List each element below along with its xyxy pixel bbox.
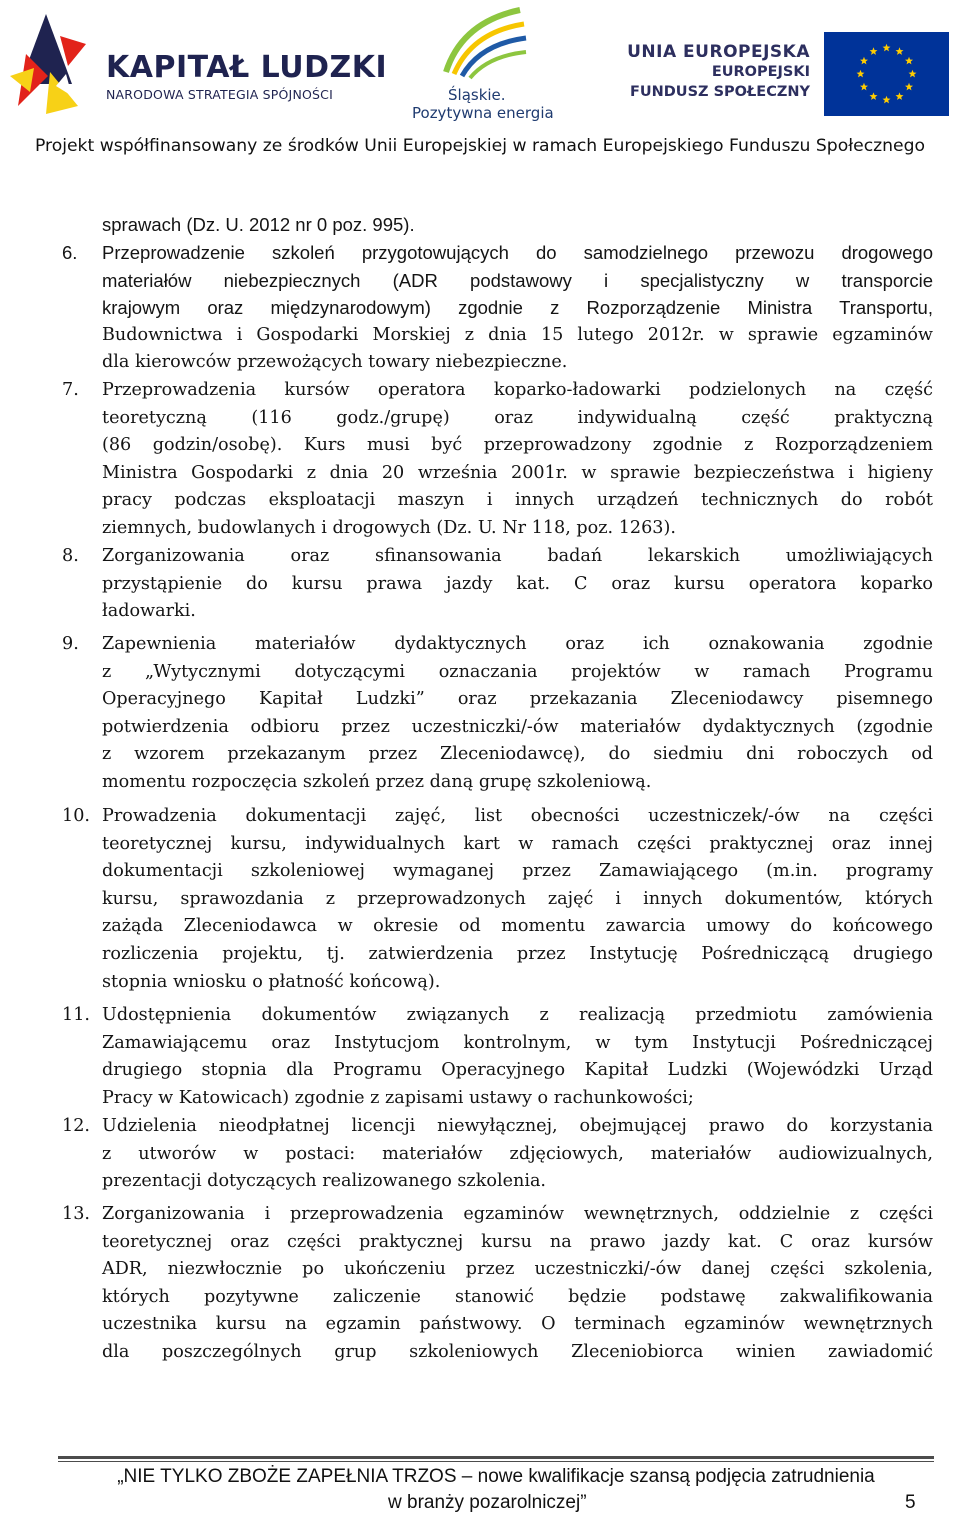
item-text-line: Ministra Gospodarki z dnia 20 września 2001r. w sprawie bezpieczeństwa i higieny	[102, 462, 933, 483]
item-text-line: Operacyjnego Kapitał Ludzki” oraz przekazania Zleceniodawcy pisemnego	[102, 689, 933, 710]
item-text-line: sprawach (Dz. U. 2012 nr 0 poz. 995).	[102, 214, 415, 235]
item-text-line: Udostępnienia dokumentów związanych z realizacją przedmiotu zamówienia	[102, 1005, 933, 1025]
item-text-line: Zorganizowania i przeprowadzenia egzaminów wewnętrznych, oddzielnie z części	[102, 1204, 933, 1224]
footer-project-title: „NIE TYLKO ZBOŻE ZAPEŁNIA TRZOS – nowe kwalifikacje szansą podjęcia zatrudnienia	[117, 1466, 875, 1487]
item-text-line: Przeprowadzenie szkoleń przygotowujących do samodzielnego przewozu drogowego	[102, 242, 933, 263]
item-number: 8.	[62, 546, 79, 566]
item-text-line: z „Wytycznymi dotyczącymi oznaczania projektów w ramach Programu	[102, 661, 933, 682]
item-number: 9.	[62, 634, 79, 654]
eu-line-1: UNIA EUROPEJSKA	[627, 42, 810, 62]
item-text-line: z wzorem przekazanym przez Zleceniodawcę), do siedmiu dni roboczych od	[102, 744, 933, 765]
item-text-line: Budownictwa i Gospodarki Morskiej z dnia 15 lutego 2012r. w sprawie egzaminów	[102, 324, 933, 345]
cofinancing-banner: Projekt współfinansowany ze środków Unii Europejskiej w ramach Europejskiego Funduszu Społecznego	[34, 136, 926, 156]
page-number: 5	[905, 1492, 916, 1513]
item-text-line: Zorganizowania oraz sfinansowania badań lekarskich umożliwiających	[102, 546, 933, 566]
item-text-line: rozliczenia projektu, tj. zatwierdzenia przez Instytucję Pośredniczącą drugiego	[102, 944, 933, 964]
kapital-ludzki-logo	[8, 14, 88, 124]
footer-rule-thin	[58, 1461, 934, 1462]
item-text-line: (86 godzin/osobę). Kurs musi być przeprowadzony zgodnie z Rozporządzeniem	[102, 435, 933, 456]
item-text-line: dla kierowców przewożących towary niebezpieczne.	[102, 352, 568, 373]
slaskie-name: Śląskie.	[448, 86, 506, 104]
item-text-line: drugiego stopnia dla Programu Operacyjnego Kapitał Ludzki (Wojewódzki Urząd	[102, 1060, 933, 1081]
eu-line-2: EUROPEJSKI	[711, 64, 810, 80]
item-number: 6.	[62, 242, 78, 263]
kapital-ludzki-title: KAPITAŁ LUDZKI	[106, 50, 388, 85]
item-text-line: przystąpienie do kursu prawa jazdy kat. C oraz kursu operatora koparko	[102, 573, 933, 594]
item-text-line: ziemnych, budowlanych i drogowych (Dz. U. Nr 118, poz. 1263).	[102, 518, 676, 538]
item-text-line: kursu, sprawozdania z przeprowadzonych zajęć i innych dokumentów, których	[102, 888, 933, 909]
item-text-line: teoretycznej kursu, indywidualnych kart w ramach części praktycznej oraz innej	[102, 833, 933, 854]
item-text-line: których pozytywne zaliczenie stanowić będzie podstawę zakwalifikowania	[102, 1286, 933, 1307]
item-text-line: Zamawiającemu oraz Instytucjom kontrolnym, w tym Instytucji Pośredniczącej	[102, 1032, 933, 1053]
item-text-line: dokumentacji szkoleniowej wymaganej przez Zamawiającego (m.in. programy	[102, 861, 933, 882]
item-text-line: zażąda Zleceniodawca w okresie od momentu zawarcia umowy do końcowego	[102, 916, 933, 937]
item-text-line: momentu rozpoczęcia szkoleń przez daną grupę szkoleniową.	[102, 772, 652, 792]
item-text-line: pracy podczas eksploatacji maszyn i innych urządzeń technicznych do robót	[102, 490, 933, 511]
item-text-line: Zapewnienia materiałów dydaktycznych oraz ich oznakowania zgodnie	[102, 634, 933, 654]
eu-fund-text	[626, 42, 810, 102]
item-text-line: Przeprowadzenia kursów operatora koparko-ładowarki podzielonych na część	[102, 380, 933, 400]
item-number: 13.	[62, 1204, 90, 1224]
eu-flag	[824, 32, 949, 116]
slaskie-tagline: Pozytywna energia	[412, 104, 554, 122]
item-text-line: teoretycznej oraz części praktycznej kursu na prawo jazdy kat. C oraz kursów	[102, 1231, 933, 1252]
footer-rule	[58, 1456, 934, 1459]
item-text-line: materiałów niebezpiecznych (ADR podstawowy i specjalistyczny w transporcie	[102, 269, 933, 291]
eu-line-3: FUNDUSZ SPOŁECZNY	[629, 84, 810, 100]
slaskie-logo	[432, 2, 528, 86]
item-text-line: ładowarki.	[102, 601, 196, 622]
item-text-line: Prowadzenia dokumentacji zajęć, list obecności uczestniczek/-ów na części	[102, 806, 933, 826]
item-number: 12.	[62, 1116, 90, 1136]
item-text-line: dla poszczególnych grup szkoleniowych Zleceniobiorca winien zawiadomić	[102, 1342, 933, 1362]
item-text-line: potwierdzenia odbioru przez uczestniczki/-ów materiałów dydaktycznych (zgodnie	[102, 716, 933, 737]
item-text-line: ADR, niezwłocznie po ukończeniu przez uczestniczki/-ów danej części szkolenia,	[102, 1259, 933, 1280]
item-text-line: teoretyczną (116 godz./grupę) oraz indywidualną część praktyczną	[102, 407, 933, 428]
item-text-line: Udzielenia nieodpłatnej licencji niewyłącznej, obejmującej prawo do korzystania	[102, 1116, 933, 1136]
item-text-line: krajowym oraz międzynarodowym) zgodnie z Rozporządzenie Ministra Transportu,	[102, 297, 933, 319]
item-number: 11.	[62, 1005, 90, 1025]
item-number: 7.	[62, 380, 79, 400]
item-number: 10.	[62, 806, 90, 826]
item-text-line: uczestnika kursu na egzamin państwowy. O terminach egzaminów wewnętrznych	[102, 1314, 933, 1335]
page-header	[0, 0, 960, 175]
kapital-ludzki-subtitle: NARODOWA STRATEGIA SPÓJNOŚCI	[106, 87, 333, 102]
item-text-line: z utworów w postaci: materiałów zdjęciowych, materiałów audiowizualnych,	[102, 1143, 933, 1164]
item-text-line: prezentacji dotyczących realizowanego szkolenia.	[102, 1171, 547, 1192]
item-text-line: stopnia wniosku o płatność końcową).	[102, 971, 441, 992]
item-text-line: Pracy w Katowicach) zgodnie z zapisami ustawy o rachunkowości;	[102, 1087, 694, 1108]
footer-project-title-cont: w branży pozarolniczej”	[388, 1492, 587, 1513]
